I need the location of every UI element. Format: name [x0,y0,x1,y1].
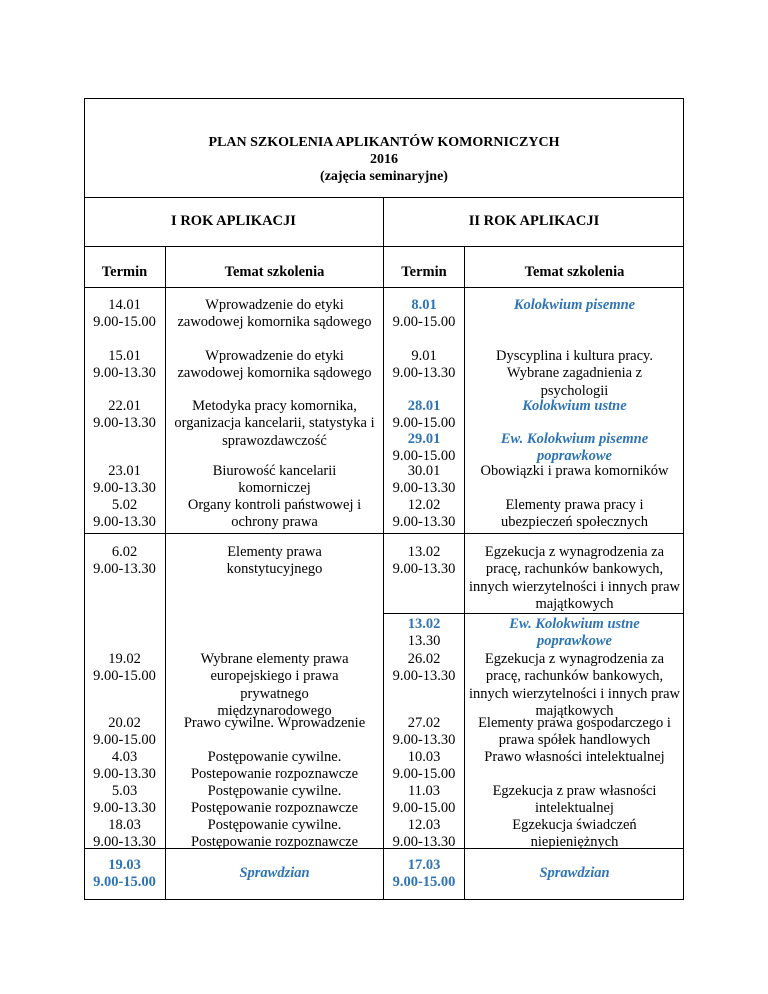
divider [84,533,684,534]
year1-topic: Wprowadzenie do etyki zawodowej komornika sądowego [177,348,372,382]
year2-date: 12.03 9.00-13.30 [392,817,456,851]
year1-date: 19.02 9.00-15.00 [93,651,156,685]
year1-date: 14.01 9.00-15.00 [93,297,156,331]
year2-topic: Egzekucja z wynagrodzenia za pracę, rachunków bankowych, innych wierzytelności i innych praw majątkowych [469,544,680,612]
plan-subtitle: (zajęcia seminaryjne) [320,169,448,184]
year2-topic: Sprawdzian [539,865,610,881]
year2-topic: Dyscyplina i kultura pracy. Wybrane zagadnienia z psychologii [496,348,653,399]
year2-date: 8.01 9.00-15.00 [392,297,456,331]
year2-date: 10.03 9.00-15.00 [392,749,456,783]
divider [84,197,684,198]
year2-topic: Elementy prawa pracy i ubezpieczeń społecznych [501,497,648,531]
year2-topic: Elementy prawa gospodarczego i prawa spółek handlowych [478,715,671,749]
year2-topic: Prawo własności intelektualnej [484,749,665,765]
year1-col-topic: Temat szkolenia [224,264,325,280]
year2-topic: Ew. Kolokwium pisemne poprawkowe [500,431,649,465]
year2-topic: Kolokwium pisemne [513,297,636,313]
year2-header: II ROK APLIKACJI [468,213,600,229]
year1-date: 22.01 9.00-13.30 [93,398,156,432]
page-title: PLAN SZKOLENIA APLIKANTÓW KOMORNICZYCH [208,135,560,150]
year1-topic: Wybrane elementy prawa europejskiego i prawa prywatnego międzynarodowego [200,651,349,719]
year1-topic: Prawo cywilne. Wprowadzenie [183,715,366,731]
year2-date: 9.01 9.00-13.30 [392,348,456,382]
year2-topic: Kolokwium ustne [522,398,627,414]
year1-date: 4.03 9.00-13.30 [93,749,156,783]
divider [464,246,465,900]
year1-date: 20.02 9.00-15.00 [93,715,156,749]
year1-topic: Postępowanie cywilne. Postępowanie rozpoznawcze [190,817,359,851]
year1-topic: Organy kontroli państwowej i ochrony prawa [187,497,362,531]
year1-topic: Sprawdzian [239,865,310,881]
year2-date: 13.02 9.00-13.30 [392,544,456,578]
year2-date: 26.02 9.00-13.30 [392,651,456,685]
year1-col-date: Termin [101,264,148,280]
year2-topic: Ew. Kolokwium ustne poprawkowe [509,616,640,650]
year2-col-date: Termin [401,264,447,280]
year1-topic: Postępowanie cywilne. Postępowanie rozpoznawcze [190,783,359,817]
year2-topic: Egzekucja z praw własności intelektualnej [492,783,657,817]
divider [84,287,684,288]
year2-col-topic: Temat szkolenia [524,264,625,280]
year2-topic: Egzekucja świadczeń niepieniężnych [512,817,637,851]
year1-date: 5.02 9.00-13.30 [93,497,156,531]
divider [84,246,684,247]
year1-topic: Wprowadzenie do etyki zawodowej komornika sądowego [177,297,372,331]
year1-date: 18.03 9.00-13.30 [93,817,156,851]
plan-year: 2016 [370,152,398,167]
year1-date: 5.03 9.00-13.30 [93,783,156,817]
year1-date: 15.01 9.00-13.30 [93,348,156,382]
year1-date: 19.03 9.00-15.00 [93,857,156,891]
year1-topic: Elementy prawa konstytucyjnego [226,544,323,578]
year2-date: 17.03 9.00-15.00 [392,857,456,891]
year1-topic: Biurowość kancelarii komorniczej [212,463,337,497]
year1-header: I ROK APLIKACJI [171,213,296,229]
year2-date: 29.01 9.00-15.00 [392,431,456,465]
year2-date: 28.01 9.00-15.00 [392,398,456,432]
year2-date: 13.02 13.30 [407,616,441,650]
year1-topic: Metodyka pracy komornika, organizacja kancelarii, statystyka i sprawozdawczość [174,398,375,449]
year2-topic: Egzekucja z wynagrodzenia za pracę, rachunków bankowych, innych wierzytelności i innych praw majątkowych [469,651,680,719]
year2-date: 27.02 9.00-13.30 [392,715,456,749]
year1-date: 23.01 9.00-13.30 [93,463,156,497]
year1-topic: Postępowanie cywilne. Postepowanie rozpoznawcze [190,749,359,783]
year2-date: 11.03 9.00-15.00 [392,783,456,817]
year2-date: 30.01 9.00-13.30 [392,463,456,497]
year2-topic: Obowiązki i prawa komorników [480,463,669,479]
year2-date: 12.02 9.00-13.30 [392,497,456,531]
year1-date: 6.02 9.00-13.30 [93,544,156,578]
